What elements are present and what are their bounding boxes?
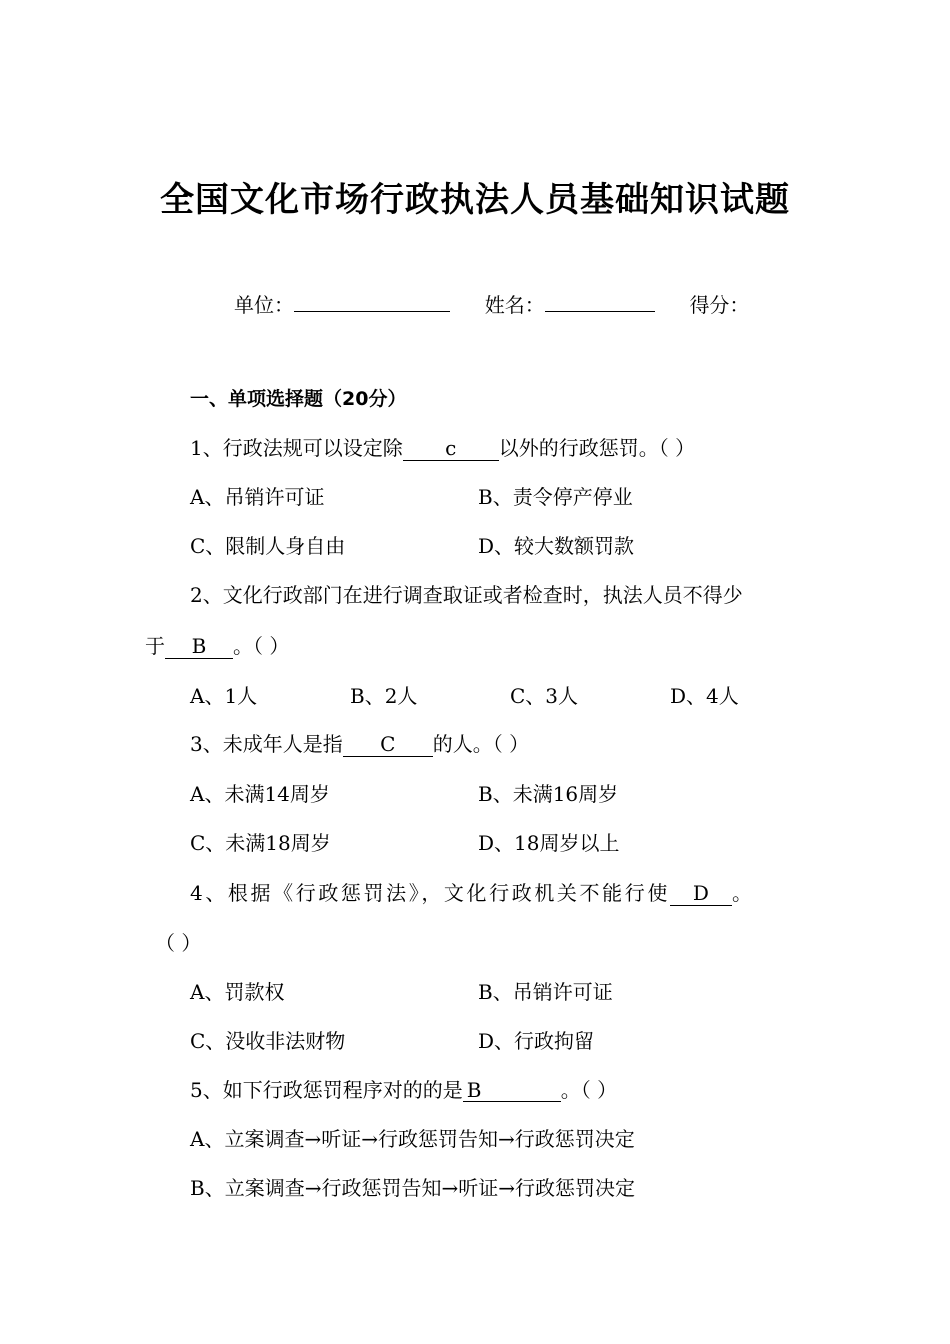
- header-fields: [234, 287, 749, 319]
- q1-option-b: B、责令停产停业: [478, 485, 633, 509]
- question-3: [190, 730, 529, 758]
- q2-option-d: D、4人: [670, 684, 739, 708]
- unit-blank[interactable]: [294, 287, 450, 312]
- question-2-line2: [145, 632, 289, 660]
- q3-option-c: C、未满18周岁: [190, 831, 331, 855]
- q3-option-d: D、18周岁以上: [478, 831, 620, 855]
- q1-stem: 1、行政法规可以设定除: [190, 436, 403, 460]
- q4-option-a: A、罚款权: [190, 980, 285, 1004]
- q2-stem: 于: [145, 634, 165, 658]
- q4-option-b: B、吊销许可证: [478, 980, 613, 1004]
- unit-label: 单位：: [234, 293, 294, 317]
- q3-answer: C: [343, 732, 433, 757]
- q3-stem: 3、未成年人是指: [190, 732, 343, 756]
- question-4-line2: （ ）: [155, 931, 202, 955]
- q1-option-c: C、限制人身自由: [190, 534, 346, 558]
- q4-answer: D: [670, 881, 732, 906]
- q2-option-b: B、2人: [350, 684, 418, 708]
- q1-option-a: A、吊销许可证: [190, 485, 325, 509]
- page-title: 全国文化市场行政执法人员基础知识试题: [160, 180, 790, 220]
- question-5: [190, 1076, 617, 1104]
- question-1: [190, 434, 695, 462]
- q1-option-d: D、较大数额罚款: [478, 534, 635, 558]
- question-2-line1: 2、文化行政部门在进行调查取证或者检查时，执法人员不得少: [190, 583, 743, 607]
- q2-option-c: C、3人: [510, 684, 579, 708]
- section-heading: 一、单项选择题（20分）: [190, 388, 407, 410]
- q5-stem: 5、如下行政惩罚程序对的的是: [190, 1078, 463, 1102]
- q3-option-a: A、未满14周岁: [190, 782, 330, 806]
- q4-option-c: C、没收非法财物: [190, 1029, 346, 1053]
- q2-stem-end: 。（ ）: [233, 634, 290, 658]
- q1-stem-end: 以外的行政惩罚。（ ）: [498, 436, 696, 460]
- q2-option-a: A、1人: [190, 684, 258, 708]
- q2-answer: B: [165, 634, 233, 659]
- q5-option-b: B、立案调查→行政惩罚告知→听证→行政惩罚决定: [190, 1176, 635, 1200]
- question-4-line1: [190, 879, 755, 907]
- name-blank[interactable]: [545, 287, 655, 312]
- q5-stem-end: 。（ ）: [560, 1078, 618, 1102]
- q3-option-b: B、未满16周岁: [478, 782, 619, 806]
- name-label: 姓名：: [484, 293, 545, 317]
- q5-option-a: A、立案调查→听证→行政惩罚告知→行政惩罚决定: [190, 1127, 635, 1151]
- score-label: 得分：: [689, 293, 750, 317]
- q3-stem-end: 的人。（ ）: [432, 732, 530, 756]
- q1-answer: c: [403, 436, 499, 461]
- q4-stem-end: 。: [731, 881, 755, 905]
- q5-answer: B: [463, 1078, 561, 1102]
- q4-option-d: D、行政拘留: [478, 1029, 595, 1053]
- q4-stem: 4、根据《行政惩罚法》，文化行政机关不能行使: [190, 881, 670, 905]
